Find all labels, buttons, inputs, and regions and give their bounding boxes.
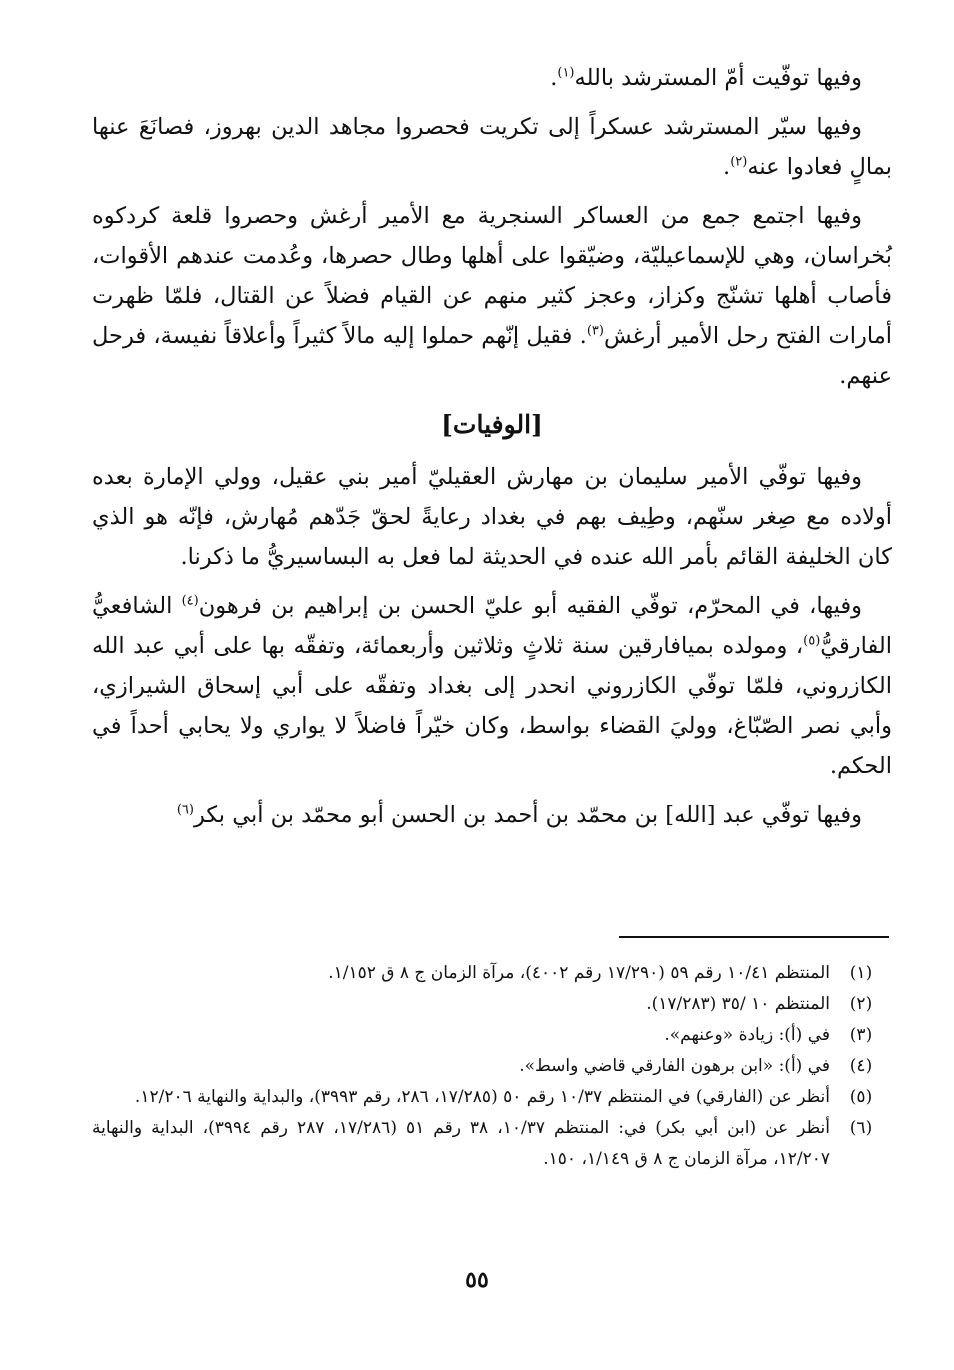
paragraph-1 bbox=[92, 58, 892, 98]
paragraph-2-end: . bbox=[723, 154, 731, 180]
footnote-4 bbox=[92, 1051, 892, 1082]
paragraph-4 bbox=[92, 457, 892, 577]
footnote-ref-3: (٣) bbox=[586, 323, 604, 339]
footnote-number: (١) bbox=[849, 963, 873, 983]
paragraph-6-text: وفيها توفّي عبد [الله] بن محمّد بن أحمد بن الحسن أبو محمّد بن أبي بكر bbox=[193, 802, 862, 828]
footnote-text: المنتظم ١٠ /٣٥ (١٧/٢٨٣). bbox=[646, 994, 830, 1014]
paragraph-5-text-b: الشافعيُّ الفارقيُّ bbox=[92, 593, 892, 659]
footnotes bbox=[92, 958, 892, 1175]
footnote-separator bbox=[619, 936, 889, 938]
paragraph-5-text-c: ، ومولده بميافارقين سنة ثلاثٍ وثلاثين وأربعمائة، وتفقّه بها على أبي عبد الله الكازروني، فلمّا توفّي الكازروني انحدر إلى بغداد وتفقّه على أبي إسحاق الشيرازي، وأبي نصر الصّبّاغ، ووليَ القضاء بواسط، وكان خيّراً فاضلاً لا يواري ولا يحابي أحداً في الحكم. bbox=[92, 633, 892, 779]
page-number: ٥٥ bbox=[465, 1267, 489, 1293]
paragraph-5 bbox=[92, 586, 892, 786]
paragraph-4-text: وفيها توفّي الأمير سليمان بن مهارش العقيليّ أمير بني عقيل، وولي الإمارة بعده أولاده مع صِغر سنّهم، وطِيف بهم في بغداد رعايةً لحقّ جَدّهم مُهارش، فإنّه هو الذي كان الخليفة القائم بأمر الله عنده في الحديثة لما فعل به البساسيريُّ ما ذكرنا. bbox=[92, 464, 892, 570]
footnote-text: أنظر عن (الفارقي) في المنتظم ١٠/٣٧ رقم ٥٠ (١٧/٢٨٥، ٢٨٦، رقم ٣٩٩٣)، والبداية والنهاية ١٢/٢٠٦. bbox=[134, 1087, 830, 1107]
paragraph-2-text: وفيها سيّر المسترشد عسكراً إلى تكريت فحصروا مجاهد الدين بهروز، فصانَعَ عنها بمالٍ فعادوا عنه bbox=[92, 114, 892, 180]
footnote-2 bbox=[92, 989, 892, 1020]
footnote-ref-6: (٦) bbox=[176, 802, 194, 818]
footnote-text: في (أ): «ابن برهون الفارقي قاضي واسط». bbox=[519, 1056, 830, 1076]
paragraph-3-text-a: وفيها اجتمع جمع من العساكر السنجرية مع الأمير أرغش وحصروا قلعة كردكوه بُخراسان، وهي للإسماعيليّة، وضيّقوا على أهلها وطال حصرها، وعُدمت عندهم الأقوات، فأصاب أهلها تشنّج وكزاز، وعجز كثير منهم عن القيام فضلاً عن القتال، فلمّا ظهرت أمارات الفتح رحل الأمير أرغش bbox=[92, 203, 892, 349]
footnote-number: (٥) bbox=[849, 1087, 873, 1107]
paragraph-3-text-b: . فقيل إنّهم حملوا إليه مالاً كثيراً وأعلاقاً نفيسة، فرحل عنهم. bbox=[92, 323, 892, 389]
footnote-3 bbox=[92, 1020, 892, 1051]
paragraph-1-text: وفيها توفّيت أمّ المسترشد بالله bbox=[574, 65, 862, 91]
footnote-ref-5: (٥) bbox=[803, 633, 821, 649]
footnote-number: (٤) bbox=[849, 1056, 873, 1076]
main-text bbox=[92, 58, 892, 844]
paragraph-5-text-a: وفيها، في المحرّم، توفّي الفقيه أبو عليّ الحسن بن إبراهيم بن فرهون bbox=[198, 593, 862, 619]
section-heading: [الوفيات] bbox=[441, 410, 543, 439]
paragraph-3 bbox=[92, 196, 892, 396]
footnote-number: (٦) bbox=[849, 1118, 873, 1138]
footnote-ref-2: (٢) bbox=[730, 154, 748, 170]
footnote-number: (٢) bbox=[849, 994, 873, 1014]
footnote-6 bbox=[92, 1113, 892, 1175]
footnote-ref-1: (١) bbox=[557, 65, 575, 81]
footnote-5 bbox=[92, 1082, 892, 1113]
footnote-ref-4: (٤) bbox=[181, 593, 199, 609]
footnote-text: المنتظم ١٠/٤١ رقم ٥٩ (١٧/٢٩٠ رقم ٤٠٠٢)، مرآة الزمان ج ٨ ق ١/١٥٢. bbox=[328, 963, 830, 983]
footnote-text: في (أ): زيادة «وعنهم». bbox=[664, 1025, 830, 1045]
paragraph-2 bbox=[92, 107, 892, 187]
paragraph-6 bbox=[92, 795, 892, 835]
footnote-number: (٣) bbox=[849, 1025, 873, 1045]
footnote-text: أنظر عن (ابن أبي بكر) في: المنتظم ١٠/٣٧، ٣٨ رقم ٥١ (١٧/٢٨٦، ٢٨٧ رقم ٣٩٩٤)، البداية والنهاية ١٢/٢٠٧، مرآة الزمان ج ٨ ق ١/١٤٩، ١٥٠. bbox=[92, 1118, 831, 1169]
paragraph-1-end: . bbox=[550, 65, 558, 91]
footnote-1 bbox=[92, 958, 892, 989]
